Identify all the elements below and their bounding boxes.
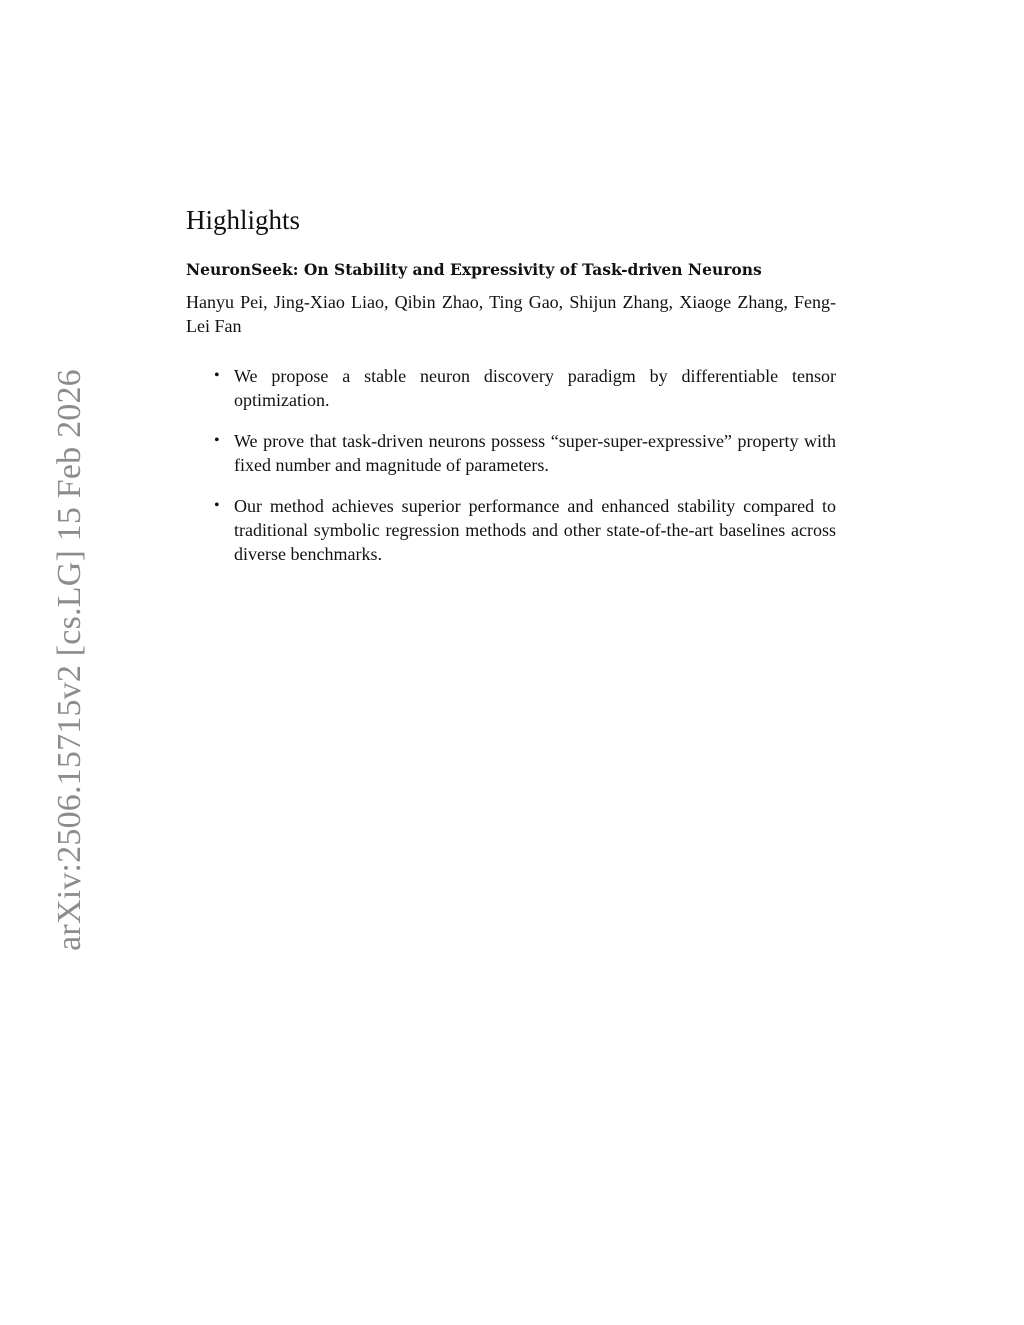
highlight-item	[214, 364, 836, 412]
highlight-text: We propose a stable neuron discovery paradigm by differentiable tensor optimization.	[234, 366, 836, 410]
arxiv-identifier-stamp: arXiv:2506.15715v2 [cs.LG] 15 Feb 2026	[51, 369, 88, 951]
highlights-section	[186, 202, 836, 583]
highlight-text: We prove that task-driven neurons possess “super-super-expressive” property with fixed number and magnitude of parameters.	[234, 431, 836, 475]
highlight-item	[214, 494, 836, 566]
bullet-icon: •	[214, 432, 220, 449]
highlight-text: Our method achieves superior performance and enhanced stability compared to traditional symbolic regression methods and other state-of-the-art baselines across diverse benchmarks.	[234, 496, 836, 564]
highlight-item	[214, 429, 836, 477]
highlight-list	[186, 364, 836, 566]
highlights-heading: Highlights	[186, 205, 301, 235]
bullet-icon: •	[214, 367, 220, 384]
paper-title: NeuronSeek: On Stability and Expressivity of Task-driven Neurons	[186, 260, 762, 279]
author-list: Hanyu Pei, Jing-Xiao Liao, Qibin Zhao, Ting Gao, Shijun Zhang, Xiaoge Zhang, Feng-Lei Fan	[186, 292, 836, 336]
bullet-icon: •	[214, 497, 220, 514]
